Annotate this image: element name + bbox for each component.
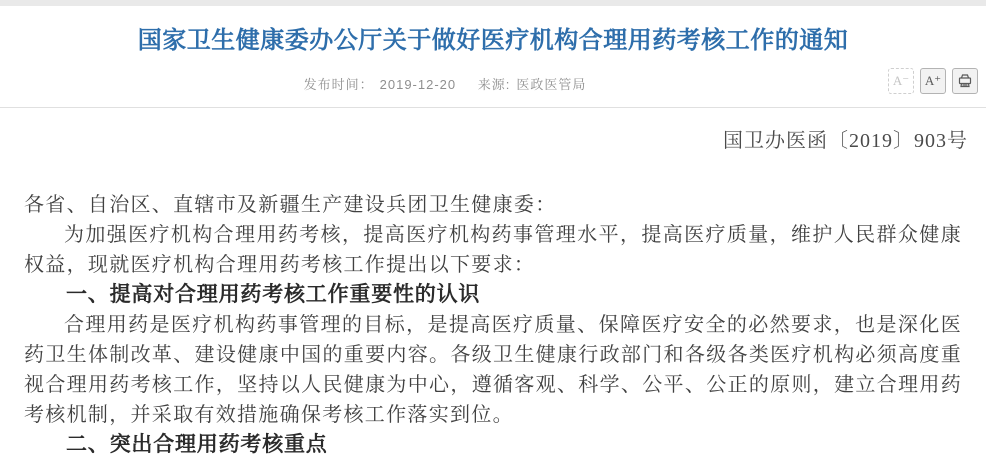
source-label: 来源: bbox=[477, 77, 511, 92]
paragraph-section-1: 合理用药是医疗机构药事管理的目标，是提高医疗质量、保障医疗安全的必然要求，也是深化医药卫生体制改革、建设健康中国的重要内容。各级卫生健康行政部门和各级各类医疗机构必须高度重视合理用药考核工作，坚持以人民健康为中心，遵循客观、科学、公平、公正的原则，建立合理用药考核机制，并采取有效措施确保考核工作落实到位。 bbox=[24, 314, 962, 426]
print-button[interactable] bbox=[952, 68, 978, 94]
top-strip bbox=[0, 0, 986, 6]
font-decrease-button[interactable]: A⁻ bbox=[888, 68, 914, 94]
printer-icon bbox=[957, 73, 973, 89]
header-divider bbox=[0, 107, 986, 108]
meta-row bbox=[0, 72, 986, 98]
section-heading-2-partial: 二、突出合理用药考核重点 bbox=[66, 433, 328, 456]
paragraph-intro: 为加强医疗机构合理用药考核，提高医疗机构药事管理水平，提高医疗质量，维护人民群众健康权益，现就医疗机构合理用药考核工作提出以下要求： bbox=[24, 224, 962, 276]
document-body bbox=[0, 190, 986, 460]
document-number: 国卫办医函〔2019〕903号 bbox=[723, 130, 968, 152]
publish-time-value: 2019-12-20 bbox=[379, 77, 457, 92]
source-value: 医政医管局 bbox=[516, 77, 587, 92]
section-heading-1: 一、提高对合理用药考核工作重要性的认识 bbox=[66, 283, 481, 306]
publish-time-label: 发布时间： bbox=[303, 77, 374, 92]
font-increase-button[interactable]: A⁺ bbox=[920, 68, 946, 94]
toolbar bbox=[888, 68, 978, 94]
addressee-line: 各省、自治区、直辖市及新疆生产建设兵团卫生健康委： bbox=[24, 194, 557, 216]
article bbox=[0, 23, 986, 460]
meta-text bbox=[0, 72, 890, 98]
page-title: 国家卫生健康委办公厅关于做好医疗机构合理用药考核工作的通知 bbox=[137, 27, 849, 54]
